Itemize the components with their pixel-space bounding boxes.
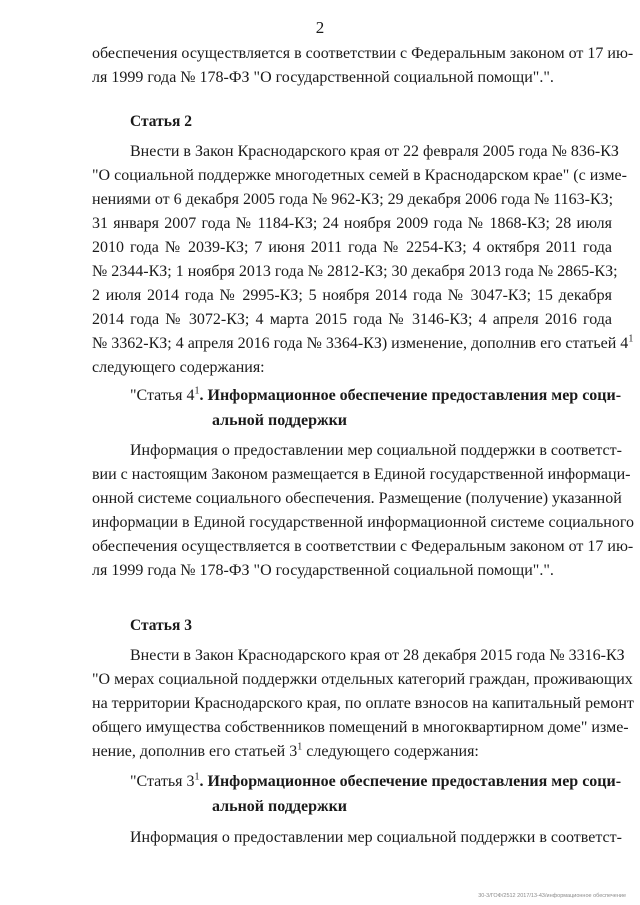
text-line: онной системе социального обеспечения. Размещение (получение) указанной <box>92 490 622 507</box>
text-line: информации в Единой государственной информационной системе социального <box>92 514 634 531</box>
page-number: 2 <box>315 18 325 37</box>
text-line: следующего содержания: <box>92 359 265 376</box>
quote-title: . Информационное обеспечение предоставления мер соци- <box>199 773 622 790</box>
superscript: 1 <box>194 771 200 783</box>
text-line: обеспечения осуществляется в соответствии с Федеральным законом от 17 ию- <box>92 538 634 555</box>
text-line: нениями от 6 декабря 2005 года № 962-КЗ; 29 декабря 2006 года № 1163-КЗ; <box>92 191 614 208</box>
text-line: 2014 года № 3072-КЗ; 4 марта 2015 года № 3146-КЗ; 4 апреля 2016 года <box>92 311 612 328</box>
text-line: 2010 года № 2039-КЗ; 7 июня 2011 года № 2254-КЗ; 4 октября 2011 года <box>92 239 612 256</box>
text-line: Информация о предоставлении мер социальной поддержки в соответст- <box>130 442 622 459</box>
text-line: "О социальной поддержке многодетных семей в Краснодарском крае" (с изме- <box>92 167 627 184</box>
quote-title-continuation: альной поддержки <box>212 798 347 815</box>
text-line: на территории Краснодарского края, по оплате взносов на капитальный ремонт <box>92 695 634 712</box>
text-span: следующего содержания: <box>302 743 479 760</box>
quoted-article-title <box>130 771 622 792</box>
text-line: 31 января 2007 года № 1184-КЗ; 24 ноября 2009 года № 1868-КЗ; 28 июля <box>92 215 612 232</box>
text-line: Информация о предоставлении мер социальной поддержки в соответст- <box>130 829 622 846</box>
text-line <box>92 742 612 762</box>
text-span: № 3362-КЗ; 4 апреля 2016 года № 3364-КЗ) изменение, дополнив его статьей 4 <box>92 335 629 352</box>
article-heading: Статья 2 <box>130 113 192 130</box>
text-line: общего имущества собственников помещений в многоквартирном доме" изме- <box>92 719 629 736</box>
text-span: нение, дополнив его статьей 3 <box>92 743 298 760</box>
superscript: 1 <box>628 333 634 345</box>
text-line: вии с настоящим Законом размещается в Единой государственной информаци- <box>92 466 631 483</box>
text-line: 2 июля 2014 года № 2995-КЗ; 5 ноября 2014 года № 3047-КЗ; 15 декабря <box>92 287 612 304</box>
text-line: ля 1999 года № 178-ФЗ "О государственной социальной помощи".". <box>92 69 554 86</box>
quoted-article-title <box>130 385 622 406</box>
text-line: Внести в Закон Краснодарского края от 28 декабря 2015 года № 3316-КЗ <box>130 647 625 664</box>
superscript: 1 <box>194 385 200 397</box>
article-heading: Статья 3 <box>130 617 192 634</box>
text-line: "О мерах социальной поддержки отдельных категорий граждан, проживающих <box>92 671 633 688</box>
footer-document-code: 30-3/ГОФ/2512 2017/13-43/информационное обеспечение <box>478 893 626 899</box>
quote-prefix: "Статья 4 <box>130 387 195 404</box>
superscript: 1 <box>297 741 303 753</box>
quote-title: . Информационное обеспечение предоставления мер соци- <box>199 387 622 404</box>
text-line: Внести в Закон Краснодарского края от 22 февраля 2005 года № 836-КЗ <box>130 143 619 160</box>
text-line <box>92 333 634 354</box>
quote-prefix: "Статья 3 <box>130 773 195 790</box>
quote-title-continuation: альной поддержки <box>212 412 347 429</box>
text-line: ля 1999 года № 178-ФЗ "О государственной социальной помощи".". <box>92 562 554 579</box>
text-line: № 2344-КЗ; 1 ноября 2013 года № 2812-КЗ; 30 декабря 2013 года № 2865-КЗ; <box>92 263 618 280</box>
text-line: обеспечения осуществляется в соответствии с Федеральным законом от 17 ию- <box>92 45 634 62</box>
